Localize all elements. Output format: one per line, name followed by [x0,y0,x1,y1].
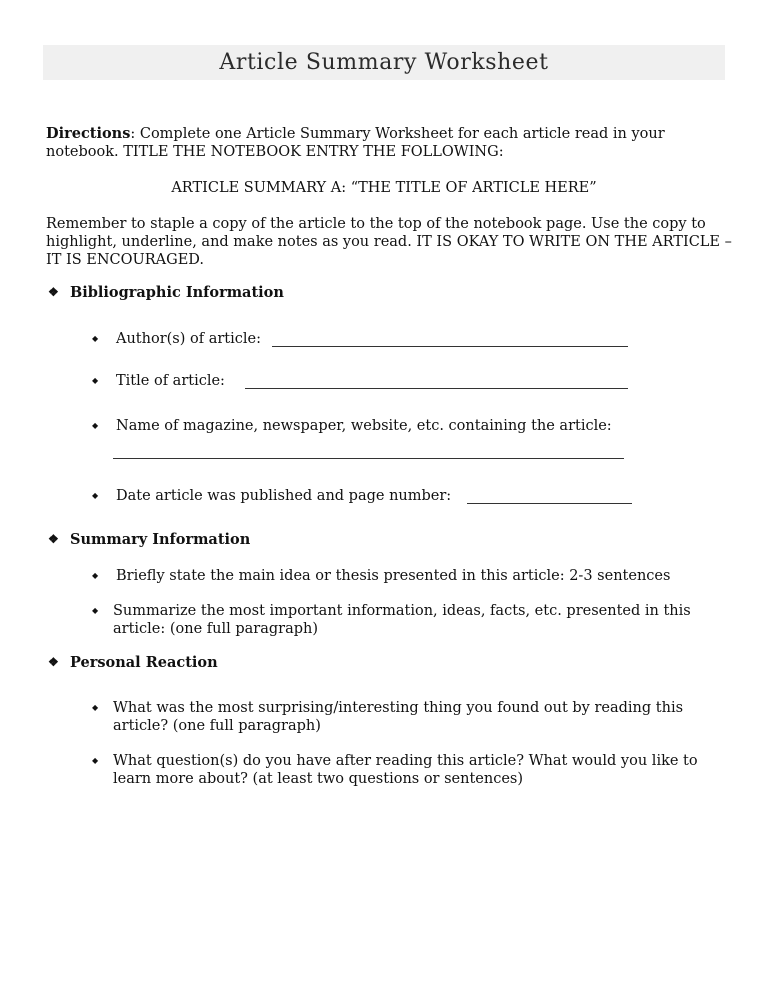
date-blank-line[interactable] [467,503,632,504]
main-idea-prompt: Briefly state the main idea or thesis presented in this article: 2-3 sentences [116,568,671,584]
author-blank-line[interactable] [272,346,628,347]
important-info-prompt: Summarize the most important information, ideas, facts, etc. presented in this article: (one full paragraph) [113,603,691,637]
four-diamond-bullet-icon: ❖ [48,285,59,299]
publication-blank-line[interactable] [113,458,624,459]
section-reaction [48,654,218,671]
diamond-bullet-icon: ◆ [92,376,99,385]
diamond-bullet-icon: ◆ [92,571,99,580]
section-summary [48,531,250,548]
diamond-bullet-icon: ◆ [92,703,99,712]
directions-paragraph [46,125,726,161]
section-bibliographic [48,284,284,301]
section-heading: Bibliographic Information [70,284,284,301]
worksheet-title: Article Summary Worksheet [219,50,549,75]
diamond-bullet-icon: ◆ [92,334,99,343]
title-blank-line[interactable] [245,388,628,389]
surprising-prompt: What was the most surprising/interesting thing you found out by reading this article? (one full paragraph) [113,700,684,734]
section-heading: Personal Reaction [70,654,218,671]
diamond-bullet-icon: ◆ [92,421,99,430]
title-label: Title of article: [116,373,225,389]
publication-label: Name of magazine, newspaper, website, etc. containing the article: [116,418,612,434]
four-diamond-bullet-icon: ❖ [48,655,59,669]
directions-label: Directions [46,125,131,142]
diamond-bullet-icon: ◆ [92,606,99,615]
questions-prompt: What question(s) do you have after reading this article? What would you like to learn more about? (at least two questions or sentences) [113,753,698,787]
diamond-bullet-icon: ◆ [92,491,99,500]
worksheet-title-bar [43,45,725,80]
directions-text: : Complete one Article Summary Worksheet for each article read in your notebook. TITLE THE NOTEBOOK ENTRY THE FOLLOWING: [46,126,665,160]
reminder-paragraph: Remember to staple a copy of the article to the top of the notebook page. Use the copy to highlight, underline, and make notes as you read. IT IS OKAY TO WRITE ON THE ARTICLE – IT IS ENCOURAGED. [46,216,732,268]
section-heading: Summary Information [70,531,251,548]
diamond-bullet-icon: ◆ [92,756,99,765]
example-entry-title: ARTICLE SUMMARY A: “THE TITLE OF ARTICLE HERE” [171,180,597,196]
date-label: Date article was published and page number: [116,488,452,504]
four-diamond-bullet-icon: ❖ [48,532,59,546]
author-label: Author(s) of article: [116,331,261,347]
